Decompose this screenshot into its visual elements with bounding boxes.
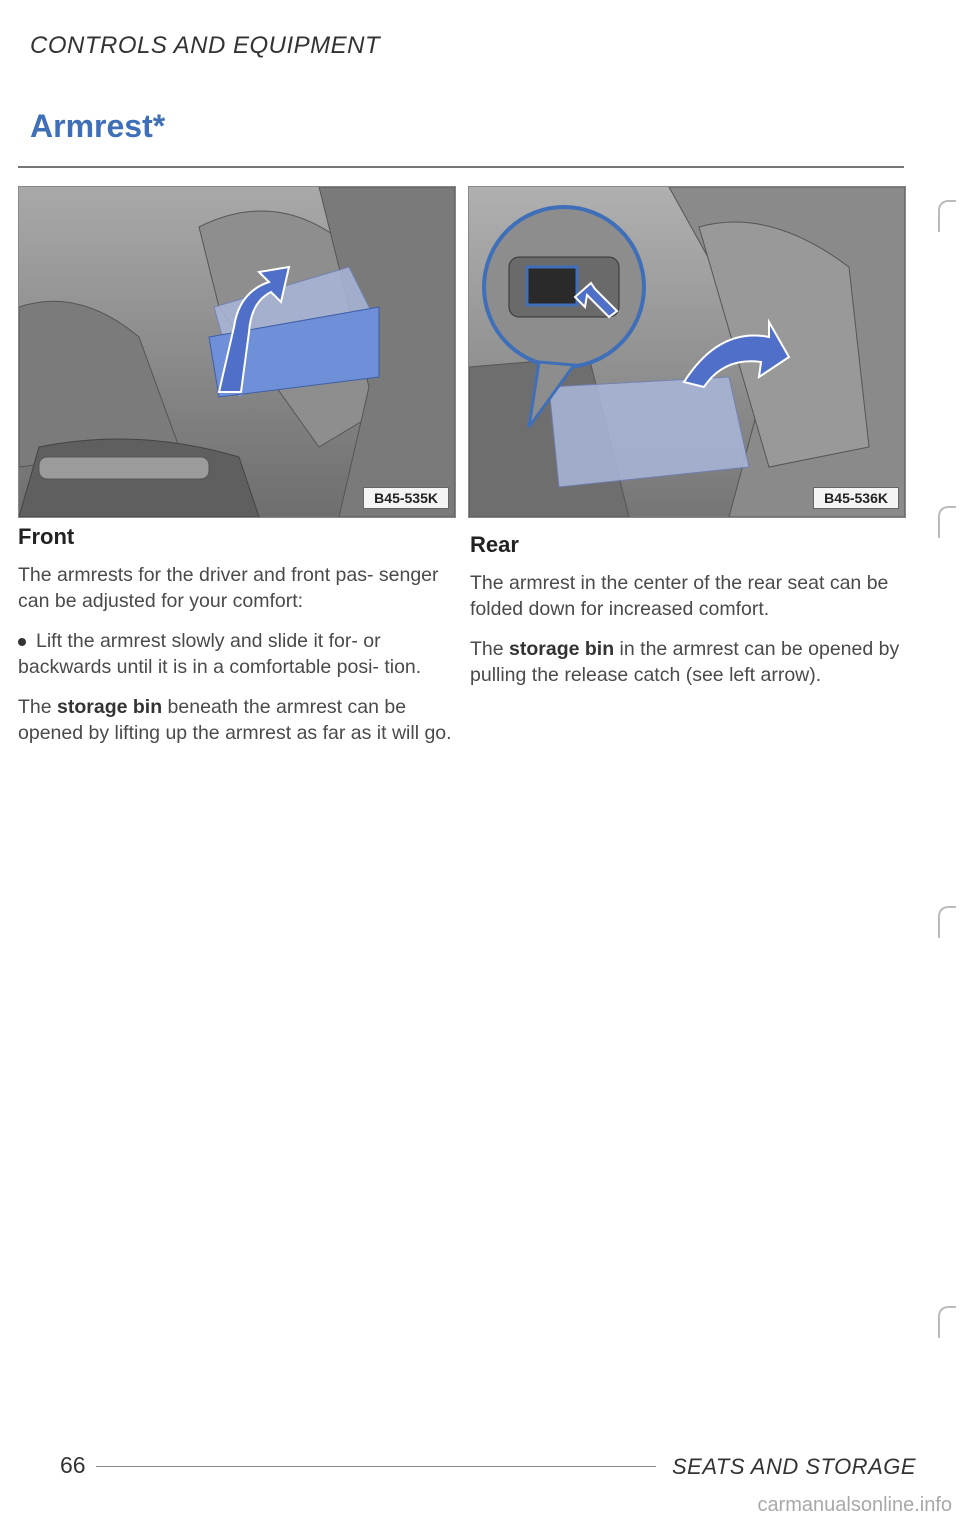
front-heading: Front bbox=[18, 524, 75, 549]
front-armrest-illustration bbox=[19, 187, 455, 517]
front-storage-pre: The bbox=[18, 696, 58, 718]
page-number: 66 bbox=[60, 1452, 86, 1478]
footer-divider bbox=[96, 1466, 656, 1467]
rear-heading: Rear bbox=[470, 532, 519, 557]
front-section bbox=[18, 524, 458, 760]
front-step-text: Lift the armrest slowly and slide it for- or backwards until it is in a comfortable posi- tion. bbox=[18, 630, 422, 678]
rear-storage-bold: storage bin bbox=[509, 638, 615, 660]
bullet-icon bbox=[18, 638, 26, 646]
front-storage-bold: storage bin bbox=[57, 696, 163, 718]
front-step bbox=[18, 628, 458, 680]
footer-section: SEATS AND STORAGE bbox=[672, 1454, 917, 1479]
figure-rear-armrest bbox=[468, 186, 906, 518]
rear-armrest-illustration bbox=[469, 187, 905, 517]
figure-front-armrest bbox=[18, 186, 456, 518]
front-storage-post: beneath the armrest can be opened by lifting up the armrest as far as it will go. bbox=[18, 696, 452, 744]
edge-tab-mark bbox=[938, 200, 956, 232]
rear-storage-pre: The bbox=[470, 638, 510, 660]
rear-storage bbox=[470, 636, 910, 688]
rear-section bbox=[470, 524, 910, 702]
rear-intro: The armrest in the center of the rear seat can be folded down for increased comfort. bbox=[470, 572, 889, 620]
edge-tab-mark bbox=[938, 906, 956, 938]
edge-tab-mark bbox=[938, 1306, 956, 1338]
figure-code: B45-535K bbox=[363, 487, 449, 509]
front-intro: The armrests for the driver and front pas- senger can be adjusted for your comfort: bbox=[18, 564, 439, 612]
title-divider bbox=[18, 166, 904, 168]
front-storage bbox=[18, 694, 458, 746]
page-title: Armrest* bbox=[30, 108, 166, 144]
watermark: carmanualsonline.info bbox=[757, 1494, 952, 1516]
rear-storage-post: in the armrest can be opened by pulling the release catch (see left arrow). bbox=[470, 638, 900, 686]
edge-tab-mark bbox=[938, 506, 956, 538]
figure-code: B45-536K bbox=[813, 487, 899, 509]
running-header: CONTROLS AND EQUIPMENT bbox=[30, 32, 381, 59]
